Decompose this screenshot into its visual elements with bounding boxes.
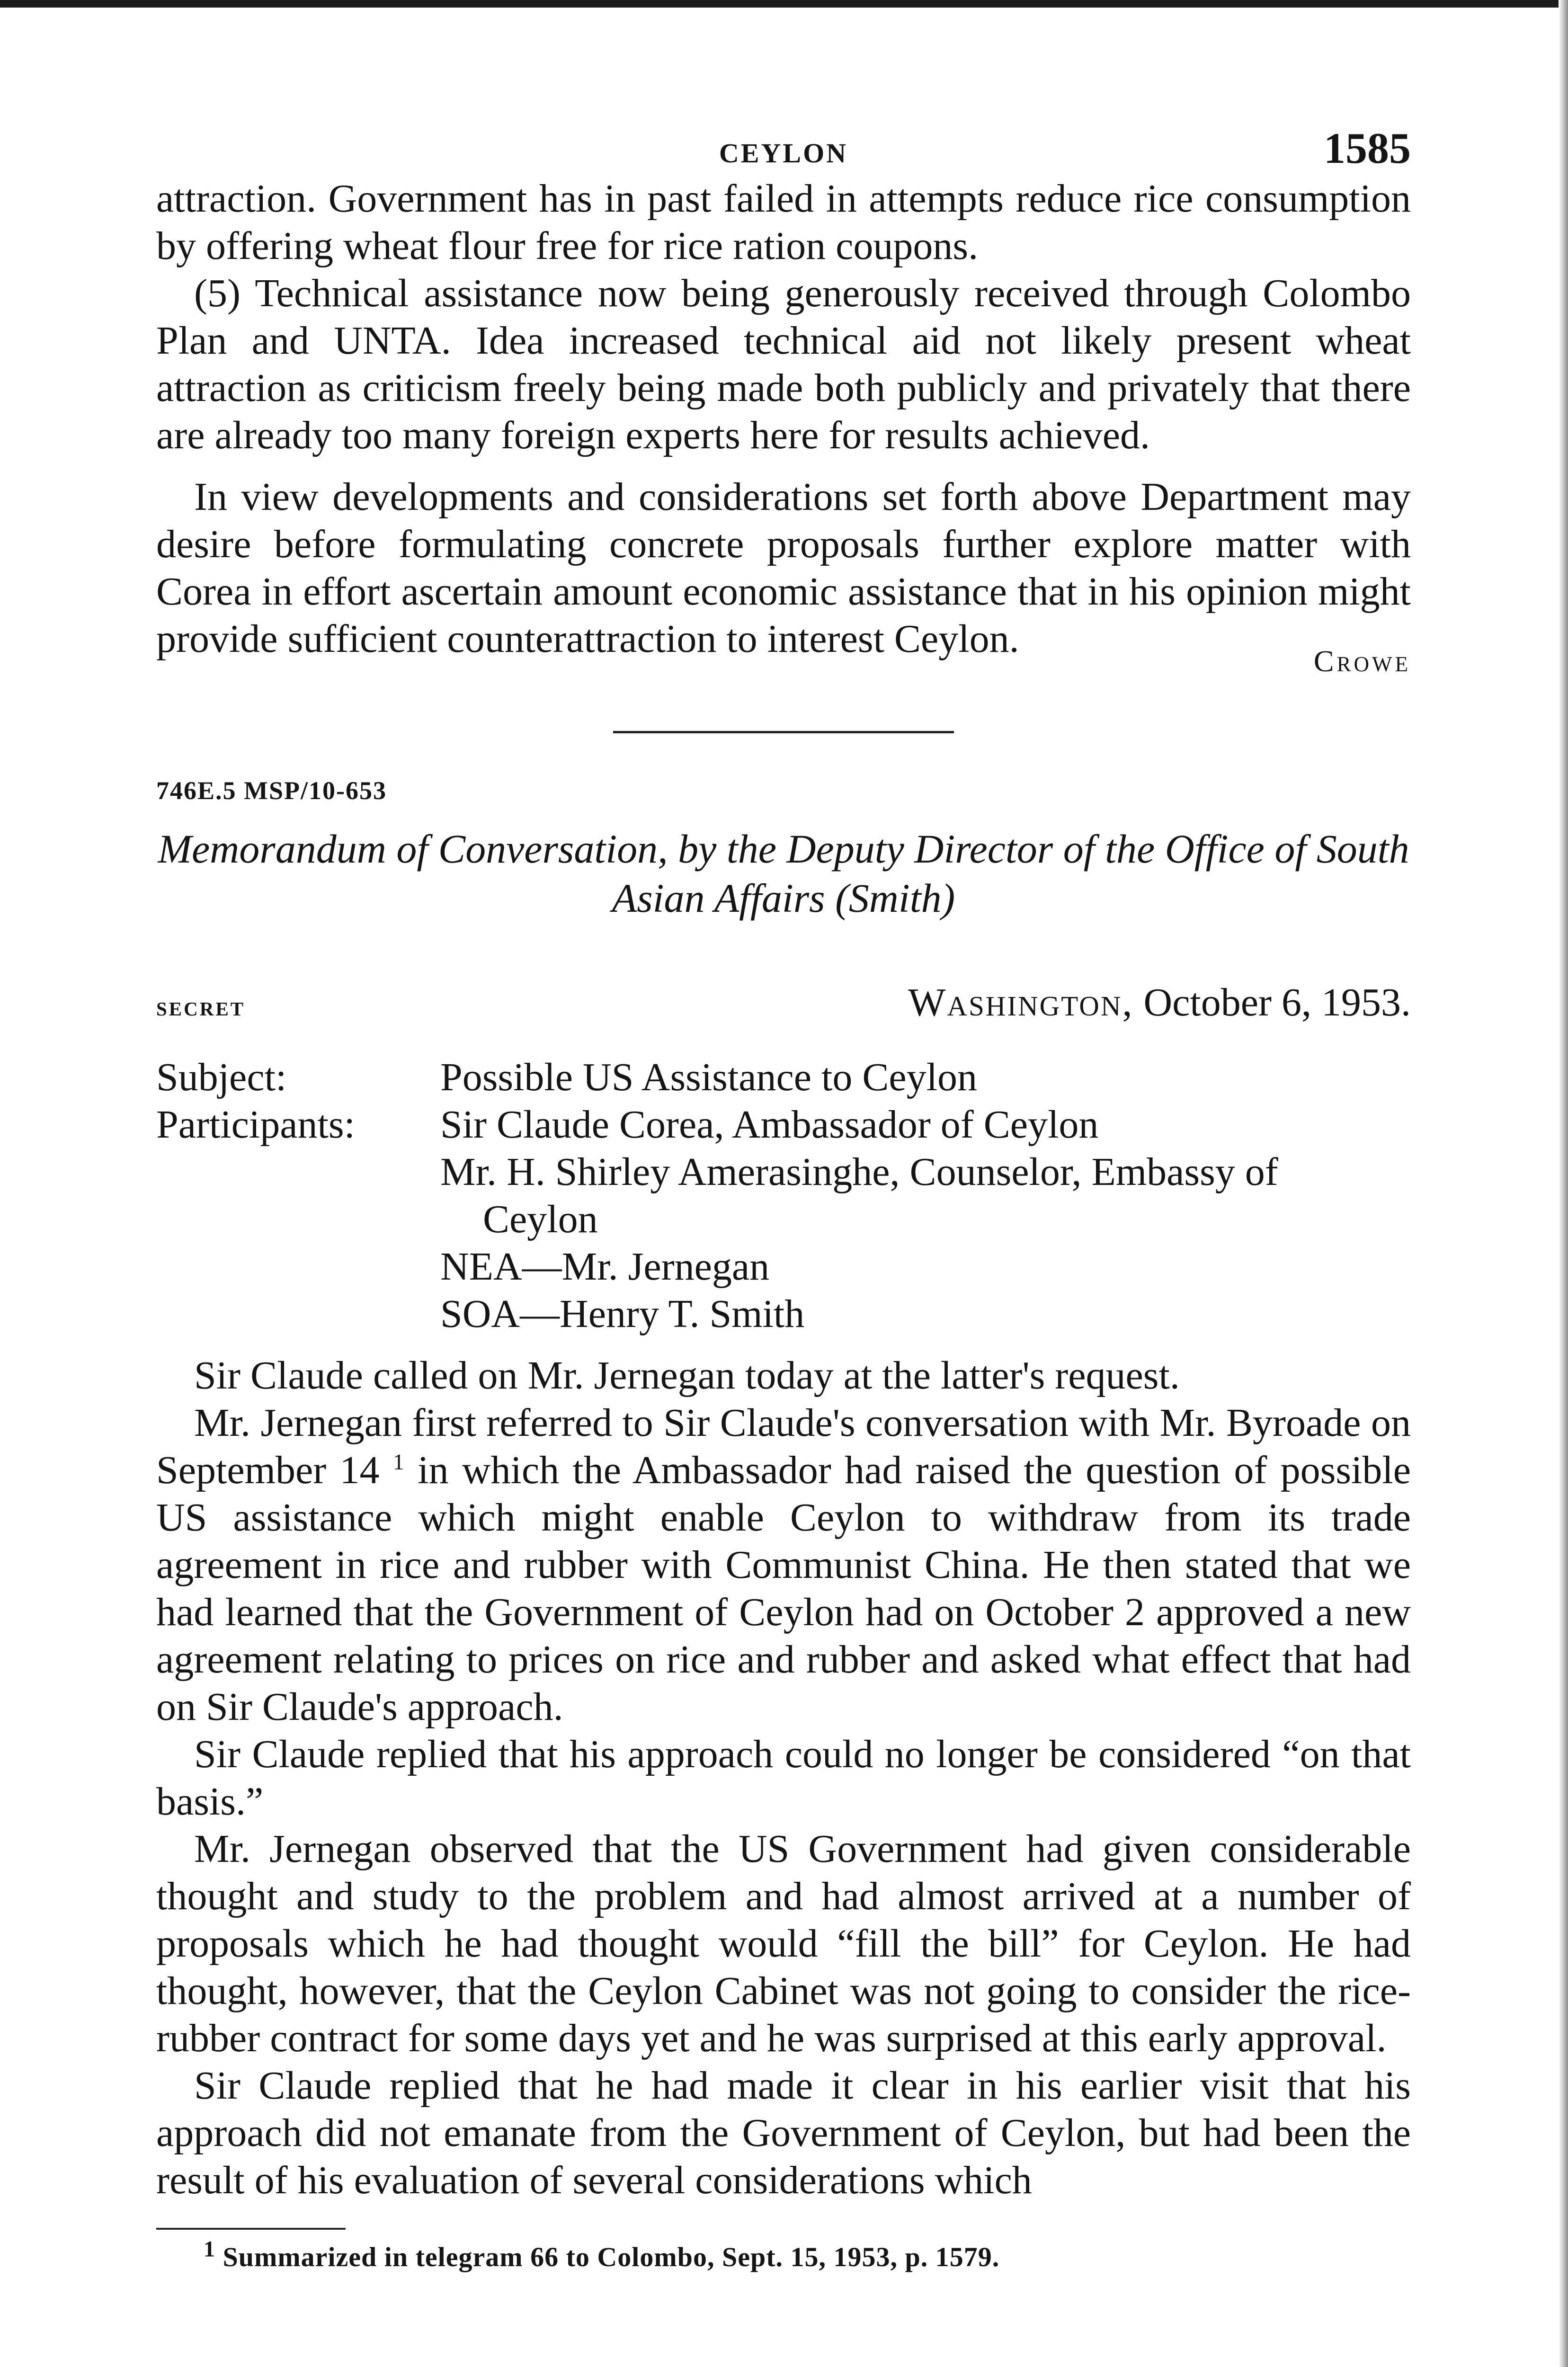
running-title: CEYLON: [719, 138, 848, 169]
participant-item: Ceylon: [483, 1197, 598, 1241]
dateline: [908, 979, 1411, 1025]
footnote: [156, 2236, 1411, 2273]
scan-right-edge: [1559, 0, 1568, 2367]
dateline-row: [156, 979, 1411, 1025]
document-page: [156, 118, 1411, 2273]
participants-label: Participants:: [156, 1103, 355, 1147]
body-paragraph: Sir Claude replied that his approach could no longer be considered “on that basis.”: [156, 1732, 1411, 1824]
dateline-place: Washington,: [908, 980, 1134, 1024]
participant-item: NEA—Mr. Jernegan: [440, 1245, 770, 1289]
subject-label: Subject:: [156, 1055, 287, 1099]
participants-list: [440, 1101, 1411, 1338]
footnote-text: Summarized in telegram 66 to Colombo, Sept. 15, 1953, p. 1579.: [223, 2242, 1000, 2272]
participants-row: [156, 1101, 1411, 1338]
subject-row: [156, 1054, 1411, 1101]
document-title: Memorandum of Conversation, by the Deputy Director of the Office of South Asian Affairs (Smith): [158, 826, 1409, 921]
scan-top-border: [0, 0, 1568, 8]
body-paragraph: Sir Claude replied that he had made it clear in his earlier visit that his approach did not emanate from the Government of Ceylon, but had been the result of his evaluation of several considerations which: [156, 2064, 1411, 2202]
body-text-segment: in which the Ambassador had raised the question of possible US assistance which might enable Ceylon to withdraw from its trade agreement in rice and rubber with Communist China. He then stated that we had learned that the Government of Ceylon had on October 2 approved a new agreement relating to prices on rice and rubber and asked what effect that had on Sir Claude's approach.: [156, 1448, 1411, 1729]
subject-text: Possible US Assistance to Ceylon: [440, 1055, 978, 1099]
body-paragraph: [156, 1399, 1411, 1731]
signature: Crowe: [1313, 644, 1411, 678]
section-divider: [613, 731, 954, 733]
telegram-paragraph: (5) Technical assistance now being generously received through Colombo Plan and UNTA. Idea increased technical aid not likely present wheat attraction as criticism freely being made both publicly and privately that there are already too many foreign experts here for results achieved.: [156, 271, 1411, 457]
memo-body: [156, 1352, 1411, 2204]
body-paragraph: Mr. Jernegan observed that the US Government had given considerable thought and study to the problem and had almost arrived at a number of proposals which he had thought would “fill the bill” for Ceylon. He had thought, however, that the Ceylon Cabinet was not going to consider the rice-rubber contract for some days yet and he was surprised at this early approval.: [156, 1827, 1411, 2060]
participant-item: Mr. H. Shirley Amerasinghe, Counselor, Embassy of: [440, 1150, 1278, 1194]
running-head: [156, 118, 1411, 175]
dateline-date: October 6, 1953.: [1143, 980, 1411, 1024]
footnote-marker: 1: [204, 2236, 215, 2262]
body-text-segment: Mr. Jernegan first referred to Sir Claude's conversation with Mr. Byroade on September 14: [156, 1401, 1411, 1492]
file-number: 746E.5 MSP/10-653: [156, 776, 387, 805]
footnote-reference: 1: [392, 1450, 404, 1475]
body-paragraph: Sir Claude called on Mr. Jernegan today at the latter's request.: [194, 1353, 1180, 1397]
classification-label: secret: [156, 991, 246, 1022]
participant-item: SOA—Henry T. Smith: [440, 1292, 805, 1336]
page-number: 1585: [1324, 124, 1411, 172]
footnote-divider: [156, 2228, 346, 2230]
memo-metadata: [156, 1054, 1411, 1338]
telegram-paragraph: In view developments and considerations set forth above Department may desire before formulating concrete proposals further explore matter with Corea in effort ascertain amount economic assistance that in his opinion might provide sufficient counterattraction to interest Ceylon.: [156, 475, 1411, 661]
participant-item: Sir Claude Corea, Ambassador of Ceylon: [440, 1103, 1099, 1147]
telegram-paragraph: attraction. Government has in past failed in attempts reduce rice consumption by offering wheat flour free for rice ration coupons.: [156, 177, 1411, 268]
